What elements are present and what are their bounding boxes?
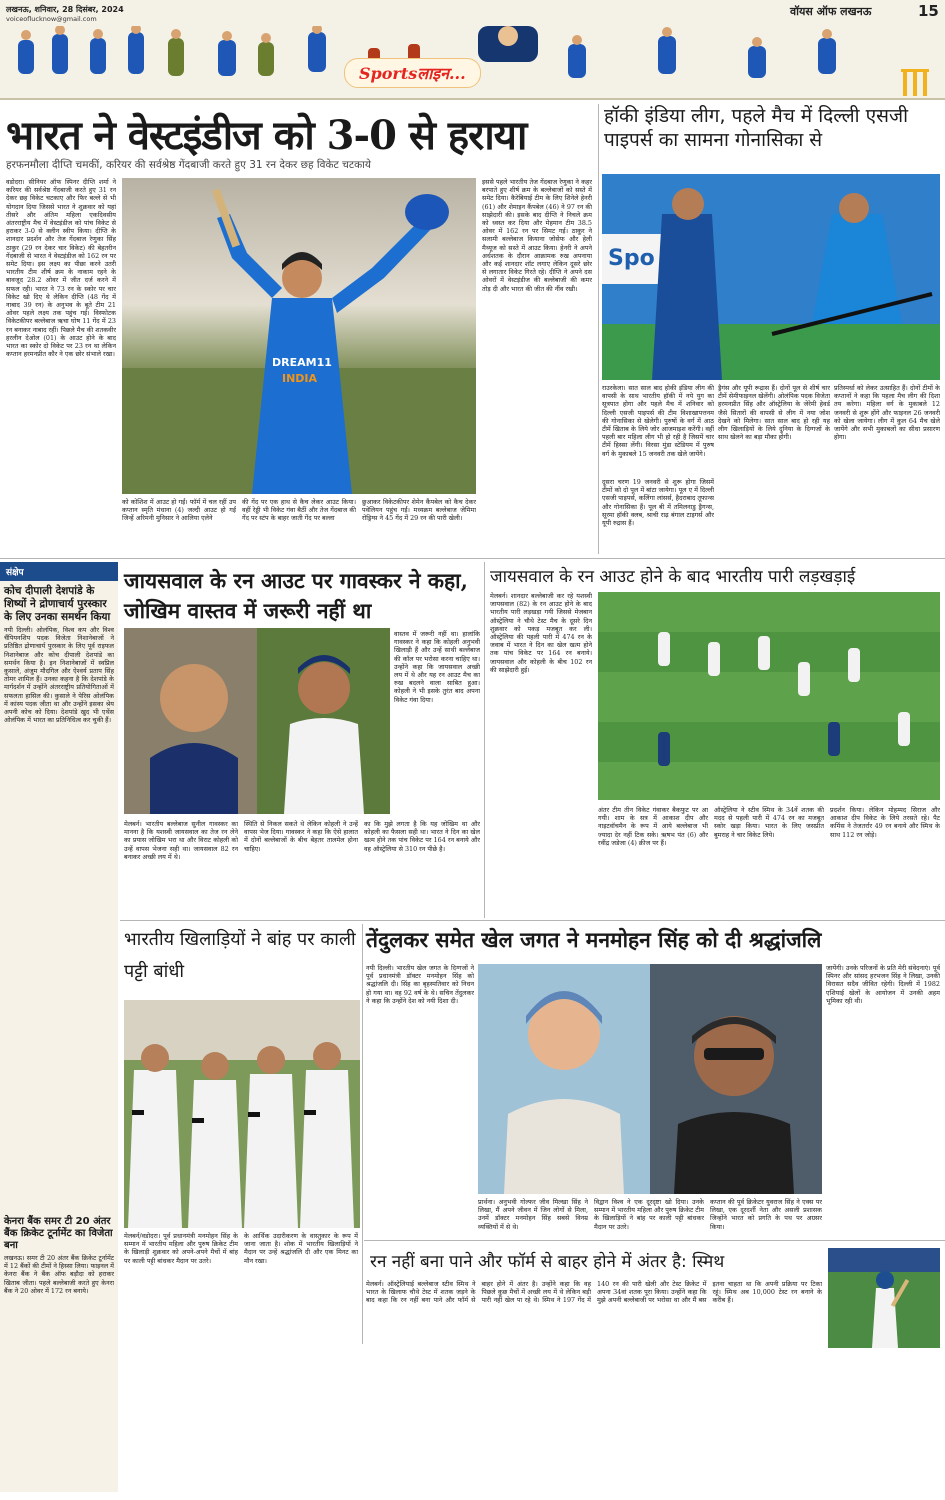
smith-body: मेलबर्न। ऑस्ट्रेलियाई बल्लेबाज स्टीव स्मिथ ने भारत के खिलाफ चौथे टेस्ट में शतक जड़ने के बाद कहा कि रन नहीं बना पाने और फॉर्म से बाहर होने में अंतर है। उन्होंने कहा कि वह पिछले कुछ मैचों में अच्छी लय में थे लेकिन बड़ी पारी नहीं खेल पा रहे थे। स्मिथ ने 197 गेंद में 140 रन की पारी खेली और टेस्ट क्रिकेट में अपना 34वां शतक पूरा किया। उन्होंने कहा कि मुझे अपनी बल्लेबाजी पर भरोसा था और मैं बस इतना चाहता था कि अपनी प्रक्रिया पर टिका रहूं। स्मिथ अब 10,000 टेस्ट रन बनाने के करीब हैं। bbox=[366, 1280, 822, 1305]
hockey-col2: दूसरा चरण 19 जनवरी से शुरू होगा जिसमें टीमों को दो पूल में बांटा जायेगा। पूल ए में दिल्ली एसजी पाइपर्स, कलिंगा लांसर्स, हैदराबाद तूफान्स और गोनासिका हैं। पूल बी में तमिलनाडु ड्रैगन्स, सूरमा हॉकी क्लब, श्राची राढ़ बंगाल टाइगर्स और यूपी रुद्रास हैं। bbox=[602, 478, 714, 528]
tribute-col4: कप्तान की पूर्व क्रिकेटर युवराज सिंह ने एक्स पर लिखा, एक दूरदर्शी नेता और असली प्रशासक जिन्होंने भारत को प्रगति के पथ पर अग्रसर किया। bbox=[710, 1198, 822, 1231]
armband-photo bbox=[124, 1000, 360, 1228]
hockey-ad-board: Spo bbox=[608, 246, 655, 271]
smith-photo bbox=[828, 1248, 940, 1348]
jersey-country: INDIA bbox=[282, 372, 318, 385]
armband-headline: भारतीय खिलाड़ियों ने बांह पर काली पट्टी बांधी bbox=[124, 929, 356, 982]
brief-headline-2: केनरा बैंक समर टी 20 अंतर बैंक क्रिकेट टूर्नामेंट का विजेता बना bbox=[4, 1216, 113, 1251]
stumps-icon bbox=[895, 66, 935, 96]
lead-col2: को कोशिश में आउट हो गईं। फॉर्म में चल रहीं उप कप्तान स्मृति मंधाना (4) जल्दी आउट हो गईं जिन्हें अरिमनी मुनिसार ने आलिया एलेने bbox=[122, 498, 236, 523]
hockey-headline: हॉकी इंडिया लीग, पहले मैच में दिल्ली एसजी पाइपर्स का सामना गोनासिका से bbox=[604, 105, 909, 151]
innings-intro: मेलबर्न। शानदार बल्लेबाजी कर रहे यशस्वी जायसवाल (82) के रन आउट होने के बाद भारतीय पारी लड़खड़ा गयी जिससे मेजबान ऑस्ट्रेलिया ने चौथे टेस्ट मैच के दूसरे दिन शुक्रवार को पकड़ मजबूत कर ली। ऑस्ट्रेलिया की पहली पारी में 474 रन के जवाब में भारत ने दिन का खेल खत्म होने तक पांच विकेट पर 164 रन बनाये। जायसवाल और कोहली के बीच 102 रन की साझेदारी हुई। bbox=[490, 592, 592, 674]
lead-subhead: हरफनमौला दीप्ति चमकीं, करियर की सर्वश्रेष्ठ गेंदबाजी करते हुए 31 रन देकर छह विकेट चटकाये bbox=[6, 159, 371, 171]
brief-headline-1: कोच दीपाली देशपांडे के शिष्यों ने द्रोणाचार्य पुरस्कार के लिए उनका समर्थन किया bbox=[4, 585, 111, 623]
gavaskar-side: वास्तव में जरूरी नहीं था। हालांकि गावस्कर ने कहा कि कोहली अनुभवी खिलाड़ी हैं और उन्हें साथी बल्लेबाज की कॉल पर भरोसा करना चाहिए था। उन्होंने कहा कि जायसवाल अच्छी लय में थे और यह रन आउट मैच का रुख बदलने वाला साबित हुआ। कोहली ने भी इसके तुरंत बाद अपना विकेट गंवा दिया। bbox=[394, 630, 480, 704]
tribute-photo bbox=[478, 964, 822, 1194]
innings-col1: अंतर टीम तीन विकेट गंवाकर बैकफुट पर आ गयी। शाम के सत्र में आकाश दीप और नाइटवॉचमैन के रूप में आये बल्लेबाज भी ज्यादा देर नहीं टिक सके। ऋषभ पंत (6) और रवींद्र जडेजा (4) क्रीज पर हैं। bbox=[598, 806, 708, 847]
lead-headline: भारत ने वेस्टइंडीज को 3-0 से हराया bbox=[6, 112, 527, 159]
brand-badge bbox=[344, 58, 481, 88]
tribute-col1: नयी दिल्ली। भारतीय खेल जगत के दिग्गजों ने पूर्व प्रधानमंत्री डॉक्टर मनमोहन सिंह को श्रद्धांजलि दी। सिंह का बृहस्पतिवार को निधन हो गया था। वह 92 वर्ष के थे। सचिन तेंदुलकर ने कहा कि उन्होंने देश को नयी दिशा दी। bbox=[366, 964, 474, 1005]
lead-col5: इससे पहले भारतीय तेज गेंदबाज रेणुका ने कहर बरपाते हुए शीर्ष क्रम के बल्लेबाजों को सस्ते में समेट दिया। कैरेबियाई टीम के लिए शिनेले हेनरी (61) और शेमाइन कैंपबेल (46) ने 97 रन की साझेदारी की। इसके बाद दीप्ति ने निचले क्रम को ध्वस्त कर दिया और मेहमान टीम 38.5 ओवर में 162 रन पर सिमट गई। ठाकुर ने सलामी बल्लेबाज कियाना जोसेफ और हेली मैथ्यूज को सस्ते में आउट किया। हेनरी ने अपने अर्धशतक के दौरान आक्रामक रुख अपनाया और कई शानदार शॉट लगाए लेकिन दूसरे छोर से लगातार विकेट गिरते रहे। दीप्ति ने अपने दस ओवरों में वेस्टइंडीज की बल्लेबाजी की कमर तोड़ दी और भारत की जीत की नींव रखी। bbox=[482, 178, 592, 293]
lead-col3: की गेंद पर एक हाथ से कैच लेकर आउट किया। वहीं रेड्डी भी विकेट गंवा बैठीं और तेज गेंदबाज की गेंद पर स्टंप के बाहर जाती गेंद पर बल्ला bbox=[242, 498, 356, 523]
armband-col1: मेलबर्न/वडोदरा। पूर्व प्रधानमंत्री मनमोहन सिंह के सम्मान में भारतीय महिला और पुरुष क्रिकेट टीम के खिलाड़ी शुक्रवार को अपने-अपने मैचों में बांह पर काली पट्टी बांधकर मैदान पर उतरे। bbox=[124, 1232, 238, 1265]
hockey-col3: ड्रैगंस और यूपी रूद्रास हैं। दोनों पूल से शीर्ष चार टीमें सेमीफाइनल खेलेंगी। ओलंपिक पदक विजेता हरमनप्रीत सिंह और ऑस्ट्रेलिया के जेरेमी हेवर्ड जैसे सितारों की वापसी से लीग में नया जोश देखने को मिलेगा। सात साल बाद हो रही यह लीग खिलाड़ियों के लिये दुनिया के दिग्गजों के साथ खेलने का बड़ा मौका होगी। bbox=[718, 384, 830, 442]
gavaskar-headline: जायसवाल के रन आउट पर गावस्कर ने कहा, जोखिम वास्तव में जरूरी नहीं था bbox=[124, 568, 468, 623]
gavaskar-col3: का कि मुझे लगता है कि यह जोखिम था और कोहली का फैसला सही था। भारत ने दिन का खेल खत्म होने तक पांच विकेट पर 164 रन बनाये और वह ऑस्ट्रेलिया से 310 रन पीछे है। bbox=[364, 820, 480, 853]
lead-photo bbox=[122, 178, 476, 494]
dateline: लखनऊ, शनिवार, 28 दिसंबर, 2024 bbox=[6, 5, 124, 14]
gavaskar-photo bbox=[124, 628, 390, 814]
gavaskar-col2: स्थिति से निकल सकते थे लेकिन कोहली ने उन्हें वापस भेज दिया। गावस्कर ने कहा कि ऐसे हालात में दोनों बल्लेबाजों के बीच बेहतर तालमेल होना चाहिए। bbox=[244, 820, 358, 853]
innings-headline: जायसवाल के रन आउट होने के बाद भारतीय पारी लड़खड़ाई bbox=[490, 567, 856, 587]
innings-col2: ऑस्ट्रेलिया ने स्टीव स्मिथ के 34वें शतक की मदद से पहली पारी में 474 रन का मजबूत स्कोर खड़ा किया। भारत के लिए जसप्रीत बुमराह ने चार विकेट लिये। bbox=[714, 806, 824, 839]
tribute-col3: विद्वान विश्व ने एक दूरदृष्टा खो दिया। उनके सम्मान में भारतीय महिला और पुरुष क्रिकेट टीम के खिलाड़ियों ने बांह पर काली पट्टी बांधकर मैदान पर उतरे। bbox=[594, 1198, 704, 1231]
brief-text-2: लखनऊ। समर टी 20 अंतर बैंक क्रिकेट टूर्नामेंट में 12 बैंकों की टीमों ने हिस्सा लिया। फाइनल में केनरा बैंक ने बैंक ऑफ बड़ौदा को हराकर खिताब जीता। पहले बल्लेबाजी करते हुए केनरा बैंक ने 20 ओवर में 172 रन बनाये। bbox=[4, 1254, 114, 1295]
armband-col2: के आर्थिक उदारीकरण के वास्तुकार के रूप में जाना जाता है। शोक में भारतीय खिलाड़ियों ने मैदान पर उन्हें श्रद्धांजलि दी और एक मिनट का मौन रखा। bbox=[244, 1232, 358, 1265]
brand-title: Sportsलाइन... bbox=[359, 64, 466, 83]
hockey-photo bbox=[602, 174, 940, 380]
brief-label: संक्षेप bbox=[0, 562, 118, 581]
innings-col3: प्रदर्शन किया। लेकिन मोहम्मद सिराज और आकाश दीप विकेट के लिये तरसते रहे। पैट कमिंस ने तेजतर्रार 49 रन बनाये और स्मिथ के साथ 112 रन जोड़े। bbox=[830, 806, 940, 839]
lead-col4: छुआकर विकेटकीपर शेमेन कैंपबेल को कैच देकर पवेलियन पहुंच गईं। मध्यक्रम बल्लेबाज जेमिमा रोड्रिग्स ने 45 गेंद में 29 रन की पारी खेली। bbox=[362, 498, 476, 523]
page-number: 15 bbox=[918, 2, 939, 20]
tribute-headline: तेंदुलकर समेत खेल जगत ने मनमोहन सिंह को दी श्रद्धांजलि bbox=[366, 927, 822, 952]
paper-name: वॉयस ऑफ लखनऊ bbox=[790, 5, 872, 18]
tribute-col5: जायेंगी। उनके परिजनों के प्रति मेरी संवेदनाएं। पूर्व स्पिनर और सांसद हरभजन सिंह ने लिखा, उनकी विरासत सदैव जीवित रहेगी। दिल्ली में 1982 एशियाई खेलों के आयोजन में उनकी अहम भूमिका रही थी। bbox=[826, 964, 940, 1005]
brief-column bbox=[0, 562, 118, 1492]
masthead bbox=[0, 0, 945, 100]
brief-text-1: नयी दिल्ली। ओलंपिक, विश्व कप और विश्व चैंपियनशिप पदक विजेता निशानेबाजों ने प्रतिष्ठित द्रोणाचार्य पुरस्कार के लिए पूर्व राइफल निशानेबाज और कोच दीपाली देशपांडे का समर्थन किया है। इन निशानेबाजों में स्वप्निल कुसाले, अंजुम मौदगिल और ऐश्वर्य प्रताप सिंह तोमर शामिल हैं। उनका कहना है कि देशपांडे के मार्गदर्शन में उन्होंने अंतरराष्ट्रीय प्रतियोगिताओं में सफलता हासिल की। कुसाले ने पेरिस ओलंपिक में कांस्य पदक जीता था और उन्होंने इसका श्रेय अपनी कोच को दिया। देशपांडे खुद भी एथेंस ओलंपिक में भारत का प्रतिनिधित्व कर चुकी हैं। bbox=[4, 626, 114, 725]
tribute-col2: प्रार्थना। अनुभवी गोल्फर जीव मिल्खा सिंह ने लिखा, मैं अपने जीवन में जिन लोगों से मिला, उनमें डॉक्टर मनमोहन सिंह सबसे विनम्र व्यक्तियों में से थे। bbox=[478, 1198, 588, 1231]
lead-col1: वडोदरा। सीनियर ऑफ स्पिनर दीप्ति शर्मा ने करियर की सर्वश्रेष्ठ गेंदबाजी करते हुए 31 रन देकर छह विकेट चटकाए और फिर बल्ले से भी योगदान दिया जिससे भारत ने शुक्रवार को यहां तीसरे और अंतिम महिला एकदिवसीय अंतरराष्ट्रीय मैच में वेस्टइंडीज को पांच विकेट से हराकर 3-0 से क्लीन स्वीप किया। दीप्ति के शानदार प्रदर्शन और तेज गेंदबाज रेणुका सिंह ठाकुर (29 रन देकर चार विकेट) की बेहतरीन गेंदबाजी से भारत ने वेस्टइंडीज को 162 रन पर समेट दिया। इस लक्ष्य का पीछा करने उतरी भारतीय टीम शीर्ष क्रम के नाकाम रहने के बावजूद 28.2 ओवर में जीत दर्ज करने में सफल रही। भारत ने 73 रन के स्कोर पर चार विकेट खो दिए थे लेकिन दीप्ति (48 गेंद में नाबाद 39 रन) के अनुभव के बूते टीम 21 ओवर पहले लक्ष्य तक पहुंच गई। विस्फोटक विकेटकीपर बल्लेबाज ऋचा घोष 11 गेंद में 23 रन बनाकर नाबाद रहीं। पिछले मैच की शतकवीर हरलीन देओल (01) के आउट होने के बाद भारत का स्कोर दो विकेट पर 23 रन था लेकिन कप्तान हरमनप्रीत कौर ने एक छोर संभाले रखा। bbox=[6, 178, 116, 359]
innings-photo bbox=[598, 592, 940, 800]
gavaskar-col1: मेलबर्न। भारतीय बल्लेबाज सुनील गावस्कर का मानना है कि यशस्वी जायसवाल का तेज रन लेने का प्रयास जोखिम भरा था और विराट कोहली को उन्हें वापस भेजना सही था। जायसवाल 82 रन बनाकर अच्छी लय में थे। bbox=[124, 820, 238, 861]
hockey-col1: राउरकेला। सात साल बाद होकी इंडिया लीग की वापसी के साथ भारतीय हॉकी में नये युग का सूत्रपात होगा और पहले मैच में शनिवार को दिल्ली एसजी पाइपर्स की टीम विशाखापत्तनम की गोनासिका से खेलेगी। पुरुषों के वर्ग में आठ टीमें खिताब के लिये जोर आजमाइश करेंगी। वहीं पहली बार महिला लीग भी हो रही है जिसमें चार टीमें हिस्सा लेंगी। विरसा मुंडा स्टेडियम में पुरुष वर्ग के मुकाबले 15 जनवरी तक खेले जायेंगे। bbox=[602, 384, 714, 458]
site-email[interactable]: voiceoflucknow@gmail.com bbox=[6, 15, 97, 23]
hockey-col4: प्रतिस्पर्धा को लेकर उत्साहित हैं। दोनों टीमों के कप्तानों ने कहा कि पहला मैच लीग की दिशा तय करेगा। महिला वर्ग के मुकाबले 12 जनवरी से शुरू होंगे और फाइनल 26 जनवरी को खेला जायेगा। लीग में कुल 64 मैच खेले जायेंगे और सभी मुकाबलों का सीधा प्रसारण होगा। bbox=[834, 384, 940, 442]
jersey-sponsor: DREAM11 bbox=[272, 356, 332, 369]
smith-headline: रन नहीं बना पाने और फॉर्म से बाहर होने में अंतर है: स्मिथ bbox=[370, 1252, 725, 1272]
